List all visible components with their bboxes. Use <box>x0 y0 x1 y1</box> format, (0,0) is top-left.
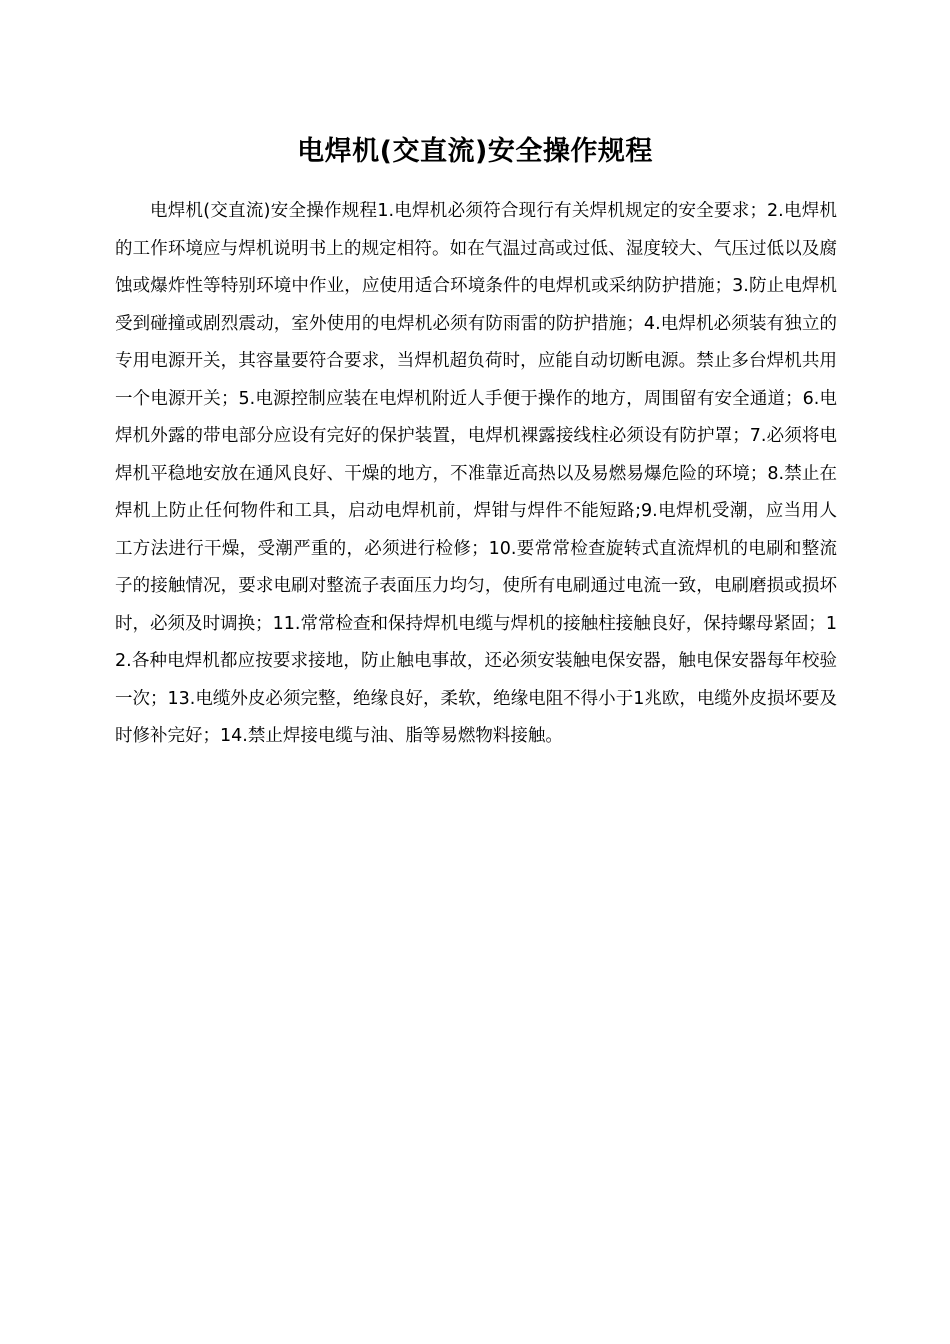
document-body-paragraph: 电焊机(交直流)安全操作规程1.电焊机必须符合现行有关焊机规定的安全要求；2.电焊机的工作环境应与焊机说明书上的规定相符。如在气温过高或过低、湿度较大、气压过低以及腐蚀或爆炸性等特别环境中作业，应使用适合环境条件的电焊机或采纳防护措施；3.防止电焊机受到碰撞或剧烈震动，室外使用的电焊机必须有防雨雷的防护措施；4.电焊机必须装有独立的专用电源开关，其容量要符合要求，当焊机超负荷时，应能自动切断电源。禁止多台焊机共用一个电源开关；5.电源控制应装在电焊机附近人手便于操作的地方，周围留有安全通道；6.电焊机外露的带电部分应设有完好的保护装置，电焊机裸露接线柱必须设有防护罩；7.必须将电焊机平稳地安放在通风良好、干燥的地方，不准靠近高热以及易燃易爆危险的环境；8.禁止在焊机上防止任何物件和工具，启动电焊机前，焊钳与焊件不能短路;9.电焊机受潮，应当用人工方法进行干燥，受潮严重的，必须进行检修；10.要常常检查旋转式直流焊机的电刷和整流子的接触情况，要求电刷对整流子表面压力均匀，使所有电刷通过电流一致，电刷磨损或损坏时，必须及时调换；11.常常检查和保持焊机电缆与焊机的接触柱接触良好，保持螺母紧固；12.各种电焊机都应按要求接地，防止触电事故，还必须安装触电保安器，触电保安器每年校验一次；13.电缆外皮必须完整，绝缘良好，柔软，绝缘电阻不得小于1兆欧，电缆外皮损坏要及时修补完好；14.禁止焊接电缆与油、脂等易燃物料接触。 <box>115 201 837 746</box>
document-title: 电焊机(交直流)安全操作规程 <box>297 136 653 167</box>
